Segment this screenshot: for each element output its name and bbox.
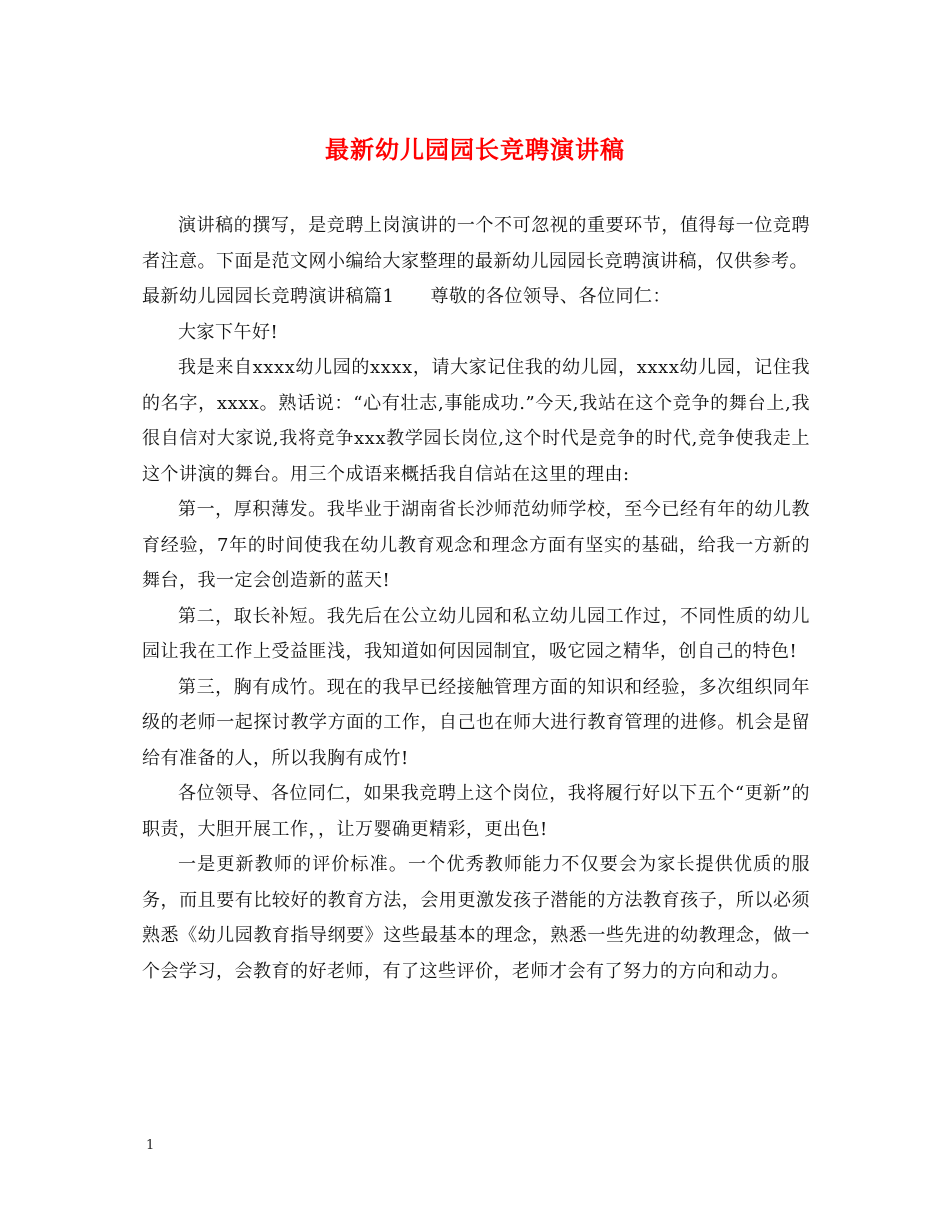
section-heading-line [142, 279, 810, 315]
body-paragraph: 第三，胸有成竹。现在的我早已经接触管理方面的知识和经验，多次组织同年级的老师一起探讨教学方面的工作，自己也在师大进行教育管理的进修。机会是留给有准备的人，所以我胸有成竹! [142, 676, 810, 769]
body-paragraph: 各位领导、各位同仁，如果我竞聘上这个岗位，我将履行好以下五个“更新”的职责，大胆开展工作，，让万婴确更精彩，更出色! [142, 783, 810, 840]
document-body [142, 208, 810, 989]
body-paragraph: 一是更新教师的评价标准。一个优秀教师能力不仅要会为家长提供优质的服务，而且要有比较好的教育方法，会用更激发孩子潜能的方法教育孩子，所以必须熟悉《幼儿园教育指导纲要》这些最基本的理念，熟悉一些先进的幼教理念，做一个会学习，会教育的好老师，有了这些评价，老师才会有了努力的方向和动力。 [142, 854, 810, 982]
body-paragraph: 我是来自xxxx幼儿园的xxxx，请大家记住我的幼儿园，xxxx幼儿园，记住我的名字，xxxx。熟话说：“心有壮志,事能成功.”今天,我站在这个竞争的舞台上,我很自信对大家说,我将竞争xxx教学园长岗位,这个时代是竞争的时代,竞争使我走上这个讲演的舞台。用三个成语来概括我自信站在这里的理由: [142, 357, 810, 485]
body-paragraph: 第一，厚积薄发。我毕业于湖南省长沙师范幼师学校，至今已经有年的幼儿教育经验，7年的时间使我在幼儿教育观念和理念方面有坚实的基础，给我一方新的舞台，我一定会创造新的蓝天! [142, 499, 810, 591]
page-number: 1 [146, 1138, 155, 1153]
section-heading: 最新幼儿园园长竞聘演讲稿篇1 [142, 286, 395, 307]
body-paragraph: 第二，取长补短。我先后在公立幼儿园和私立幼儿园工作过，不同性质的幼儿园让我在工作上受益匪浅，我知道如何因园制宜，吸它园之精华，创自己的特色! [142, 605, 810, 662]
intro-paragraph: 演讲稿的撰写，是竞聘上岗演讲的一个不可忽视的重要环节，值得每一位竞聘者注意。下面是范文网小编给大家整理的最新幼儿园园长竞聘演讲稿，仅供参考。 [142, 215, 810, 272]
greeting: 大家下午好! [178, 321, 279, 343]
document-title: 最新幼儿园园长竞聘演讲稿 [325, 135, 625, 164]
salutation: 尊敬的各位领导、各位同仁： [430, 286, 671, 307]
